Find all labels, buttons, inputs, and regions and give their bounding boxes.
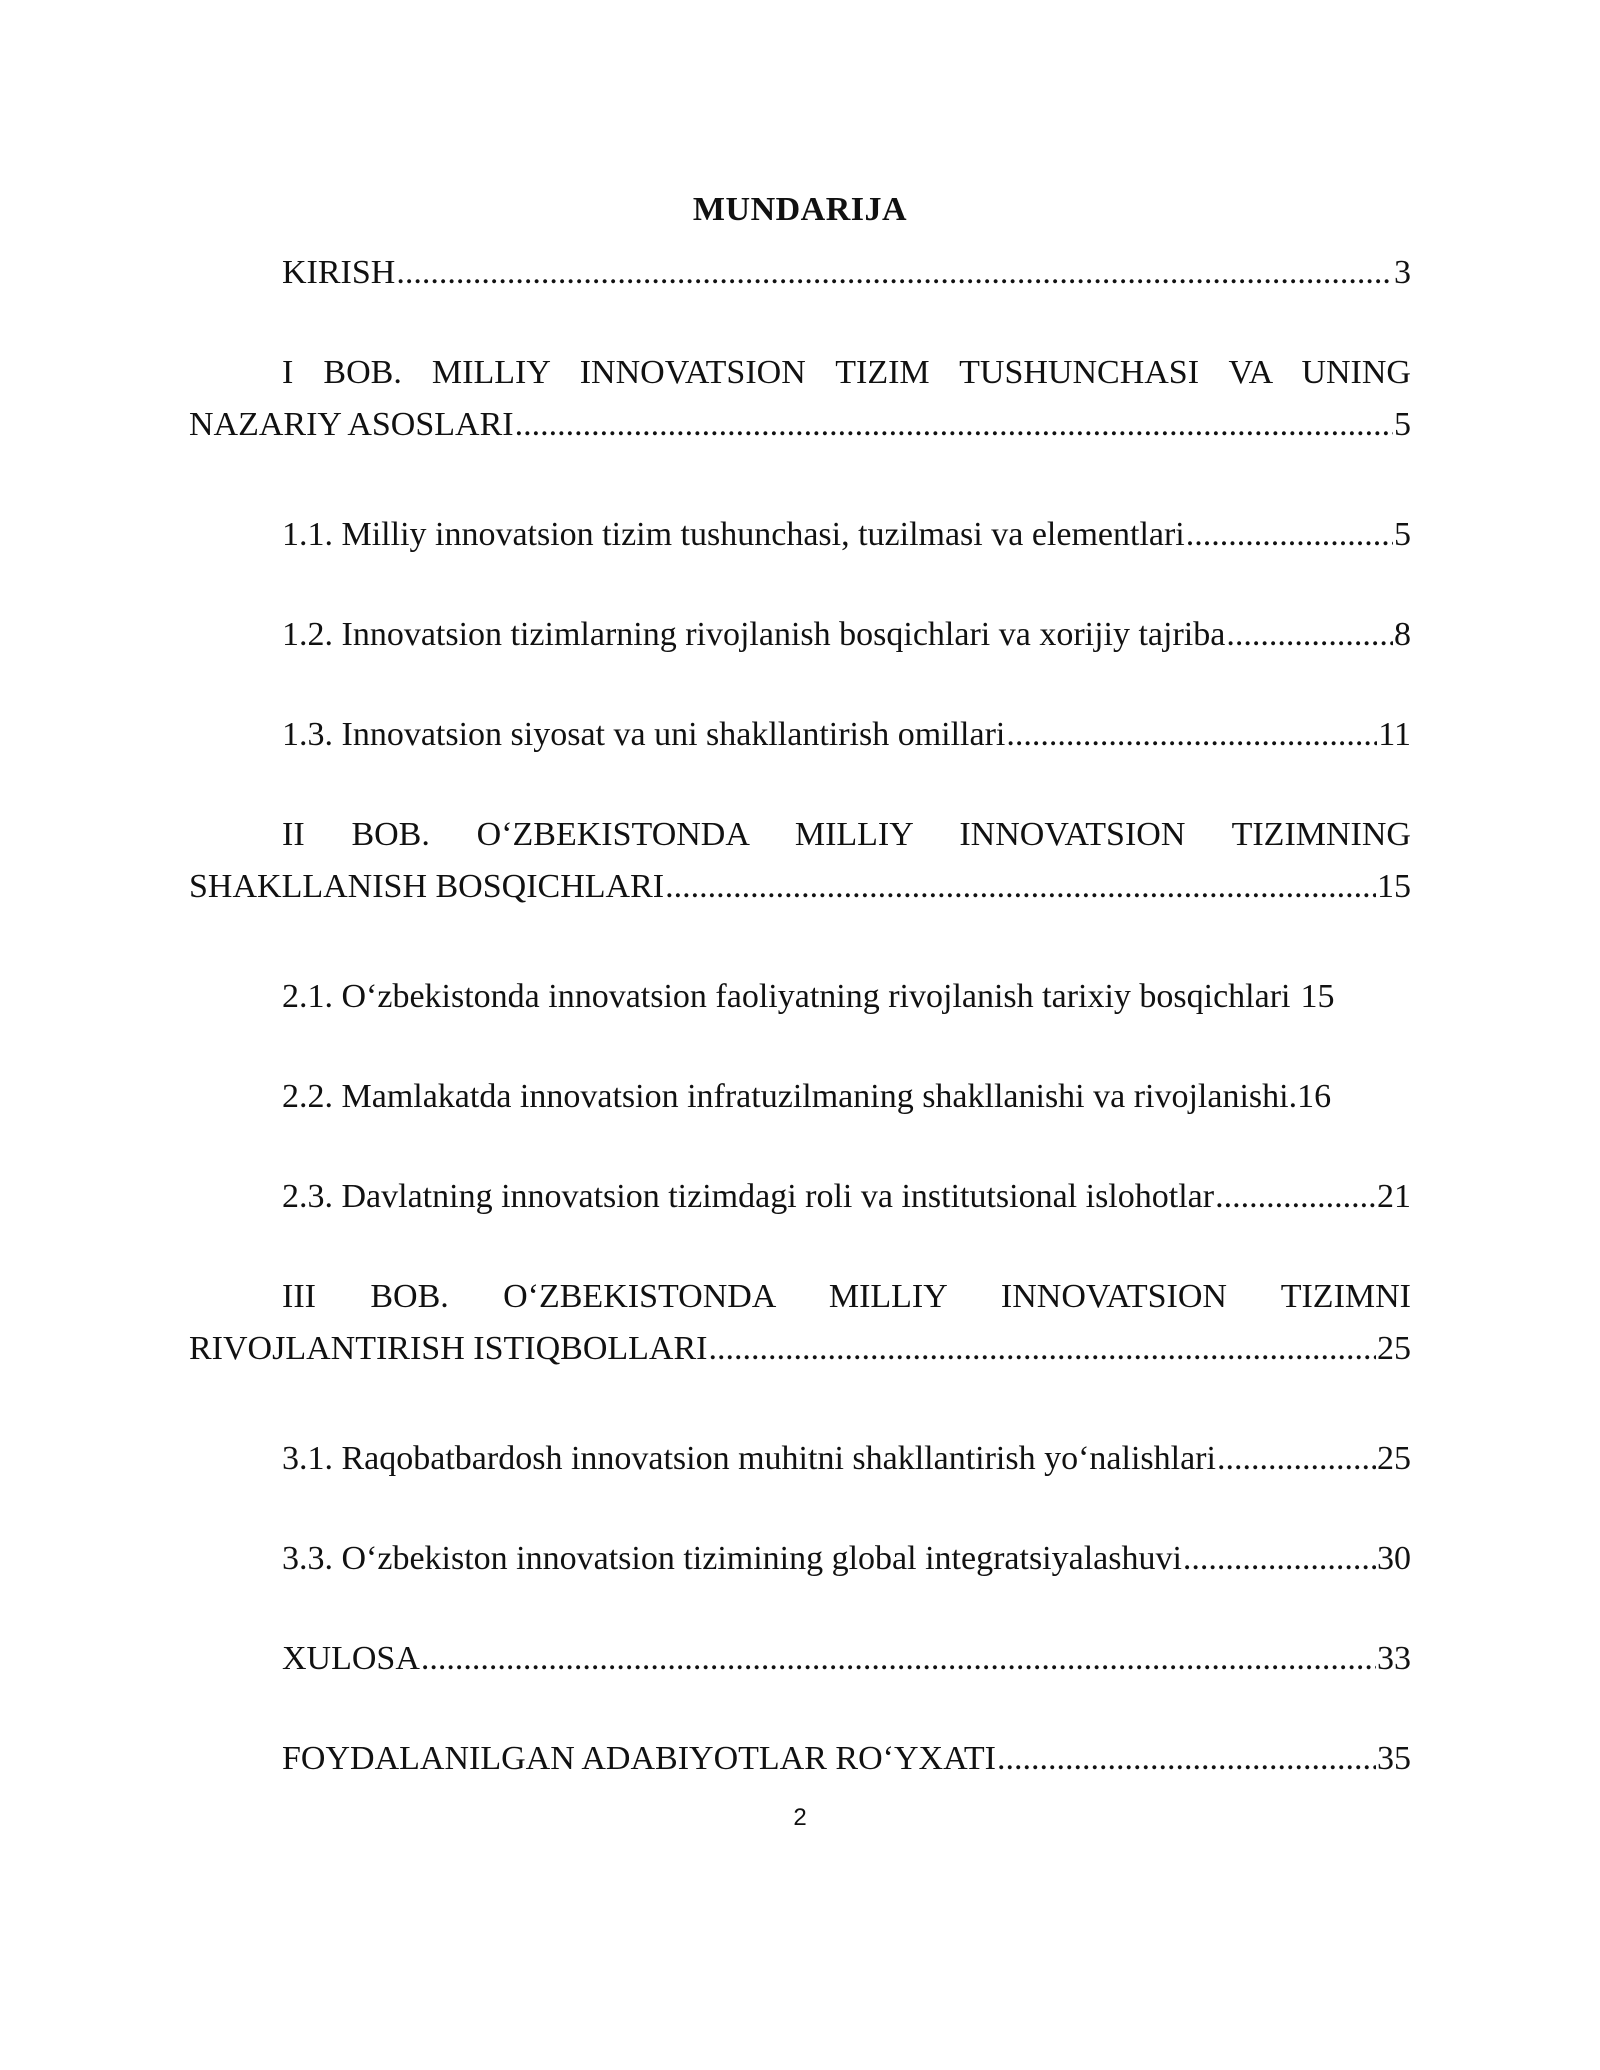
toc-entry-label: KIRISH: [282, 254, 396, 291]
toc-entry-label: 2.3. Davlatning innovatsion tizimdagi roli va institutsional islohotlar: [282, 1178, 1215, 1215]
toc-entry-label: 1.1. Milliy innovatsion tizim tushunchasi, tuzilmasi va elementlari: [282, 516, 1185, 553]
toc-entry-xulosa[interactable]: [189, 1633, 1411, 1733]
toc-entry-chapter-3[interactable]: [189, 1271, 1411, 1433]
toc-entry-label-line2: RIVOJLANTIRISH ISTIQBOLLARI: [189, 1330, 708, 1367]
toc-entry-label-line1: II BOB. O‘ZBEKISTONDA MILLIY INNOVATSION TIZIMNING: [282, 816, 1411, 853]
toc-entry-section-1-1[interactable]: [189, 509, 1411, 609]
toc-entry-section-3-3[interactable]: [189, 1533, 1411, 1633]
page-number: 2: [793, 1804, 807, 1831]
table-of-contents: [189, 247, 1411, 1833]
dot-leader: [1215, 1171, 1376, 1223]
toc-entry-label: XULOSA: [282, 1640, 420, 1677]
toc-entry-label-line2: NAZARIY ASOSLARI: [189, 406, 514, 443]
toc-entry-kirish[interactable]: [189, 247, 1411, 347]
dot-leader: [515, 399, 1393, 451]
toc-entry-label-line1: III BOB. O‘ZBEKISTONDA MILLIY INNOVATSION TIZIMNI: [282, 1278, 1411, 1315]
dot-leader: [708, 1323, 1376, 1375]
dot-leader: [1186, 509, 1393, 561]
dot-leader: [997, 1733, 1376, 1785]
toc-entry-label: FOYDALANILGAN ADABIYOTLAR RO‘YXATI: [282, 1740, 996, 1777]
toc-entry-page: 21: [1377, 1178, 1411, 1215]
dot-leader: [1006, 709, 1377, 761]
dot-leader: [665, 861, 1376, 913]
dot-leader: [421, 1633, 1376, 1685]
toc-entry-page: 3: [1394, 254, 1411, 291]
toc-entry-label: 2.1. O‘zbekistonda innovatsion faoliyatning rivojlanish tarixiy bosqichlari: [282, 978, 1291, 1015]
toc-entry-page: 5: [1394, 516, 1411, 553]
dot-leader: [1217, 1433, 1376, 1485]
toc-entry-section-2-2[interactable]: [189, 1071, 1411, 1171]
toc-entry-chapter-2[interactable]: [189, 809, 1411, 971]
toc-entry-page: 11: [1378, 716, 1411, 753]
toc-entry-section-1-3[interactable]: [189, 709, 1411, 809]
toc-entry-page: 25: [1377, 1440, 1411, 1477]
toc-entry-label: 1.3. Innovatsion siyosat va uni shakllantirish omillari: [282, 716, 1006, 753]
dot-leader: [1183, 1533, 1376, 1585]
toc-entry-section-2-3[interactable]: [189, 1171, 1411, 1271]
toc-entry-label: 1.2. Innovatsion tizimlarning rivojlanish bosqichlari va xorijiy tajriba: [282, 616, 1226, 653]
toc-entry-label-line1: I BOB. MILLIY INNOVATSION TIZIM TUSHUNCHASI VA UNING: [282, 354, 1411, 391]
toc-entry-section-3-1[interactable]: [189, 1433, 1411, 1533]
toc-title: MUNDARIJA: [692, 191, 908, 228]
toc-entry-page: 33: [1377, 1640, 1411, 1677]
toc-entry-page: 8: [1394, 616, 1411, 653]
toc-entry-chapter-1[interactable]: [189, 347, 1411, 509]
toc-entry-label: 2.2. Mamlakatda innovatsion infratuzilmaning shakllanishi va rivojlanishi.: [282, 1078, 1298, 1115]
toc-entry-page: 30: [1377, 1540, 1411, 1577]
toc-entry-page: 35: [1377, 1740, 1411, 1777]
toc-entry-page: 25: [1377, 1330, 1411, 1367]
toc-entry-label-line2: SHAKLLANISH BOSQICHLARI: [189, 868, 665, 905]
toc-entry-page: 16: [1297, 1078, 1332, 1115]
toc-entry-label: 3.3. O‘zbekiston innovatsion tizimining global integratsiyalashuvi: [282, 1540, 1182, 1577]
dot-leader: [396, 247, 1393, 299]
toc-entry-section-2-1[interactable]: [189, 971, 1411, 1071]
toc-entry-page: 15: [1300, 978, 1335, 1015]
toc-entry-label: 3.1. Raqobatbardosh innovatsion muhitni shakllantirish yo‘nalishlari: [282, 1440, 1216, 1477]
toc-entry-page: 15: [1377, 868, 1411, 905]
toc-entry-section-1-2[interactable]: [189, 609, 1411, 709]
toc-entry-page: 5: [1394, 406, 1411, 443]
dot-leader: [1226, 609, 1393, 661]
